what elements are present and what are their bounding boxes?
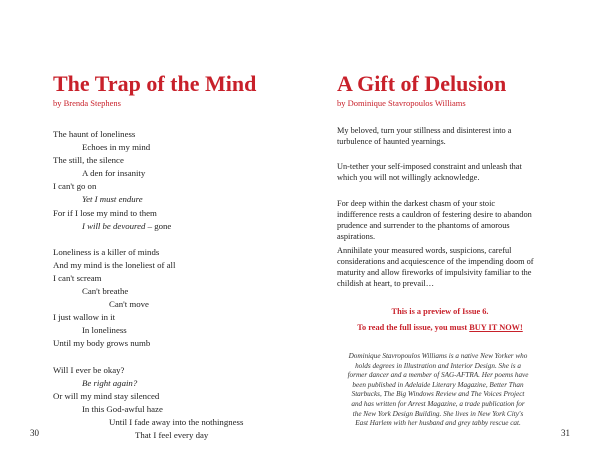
poem-line: Until my body grows numb [53,338,151,349]
poem-line: Or will my mind stay silenced [53,390,160,401]
poem-line: Until I fade away into the nothingness [109,416,244,427]
prose-paragraph: Annihilate your measured words, suspicions, careful considerations and acquiescence of the impending doom of maturity and allow fireworks of impulsivity familiar to the childish at heart, to prevail… [337,246,534,288]
poem-line: Loneliness is a killer of minds [53,246,160,257]
poem-line: The still, the silence [53,155,124,166]
right-poem-author: by Dominique Stavropoulos Williams [337,98,466,108]
buy-cta-prefix: To read the full issue, you must [357,323,470,332]
prose-paragraph: My beloved, turn your stillness and disinterest into a turbulence of haunted yearnings. [337,126,512,146]
page-number-right: 31 [561,428,570,438]
poem-line: In this God-awful haze [82,403,163,414]
buy-it-now-link[interactable]: BUY IT NOW! [469,323,523,332]
poem-line: I can't scream [53,272,102,283]
stanza-2 [53,246,293,351]
left-poem-author: by Brenda Stephens [53,98,121,108]
poem-line: Can't breathe [82,286,129,297]
prose-paragraph: Un-tether your self-imposed constraint and unleash that which you will not willingly acknowledge. [337,162,522,182]
right-poem-title: A Gift of Delusion [337,71,507,96]
prose-paragraph: For deep within the darkest chasm of your stoic indifference rests a cauldron of festering desire to abandon prudence and surrender to the phantoms of amorous aspirations. [337,199,532,241]
buy-cta [330,323,550,332]
poem-line: Can't move [109,299,149,310]
poem-line: In loneliness [82,325,127,336]
preview-notice: This is a preview of Issue 6. [391,307,489,316]
poem-line [53,220,293,233]
poem-line: The haunt of loneliness [53,129,136,139]
author-bio: Dominique Stavropoulos Williams is a native New Yorker who holds degrees in Illustration and Interior Design. She is a former dancer and a member of SAG-AFTRA. Her poems have been published in Adelaide Literary Magazine, Better Than Starbucks, The Big Windows Review and The Voices Project and has written for Arrest Magazine, a trade publication for the New York Design Building. She lives in New York City's East Harlem with her husband and grey tabby rescue cat. [347,352,529,428]
poem-line: For if I lose my mind to them [53,207,157,218]
poem-line-italic: I will be devoured [82,220,146,231]
poem-line: Yet I must endure [82,194,143,205]
poem-line: Will I ever be okay? [53,364,125,375]
page-number-left: 30 [30,428,39,438]
poem-line: Echoes in my mind [82,142,151,153]
poem-line-rest: – gone [145,220,172,231]
stanza-1 [53,128,293,233]
left-poem-title: The Trap of the Mind [53,71,257,96]
stanza-3 [53,364,293,443]
poem-line: I just wallow in it [53,312,116,323]
poem-line: That I feel every day [135,429,209,440]
poem-line: A den for insanity [82,168,146,179]
poem-line: And my mind is the loneliest of all [53,259,176,270]
poem-line: I can't go on [53,181,97,192]
poem-line: Be right again? [82,377,138,388]
poem-body [53,128,293,455]
